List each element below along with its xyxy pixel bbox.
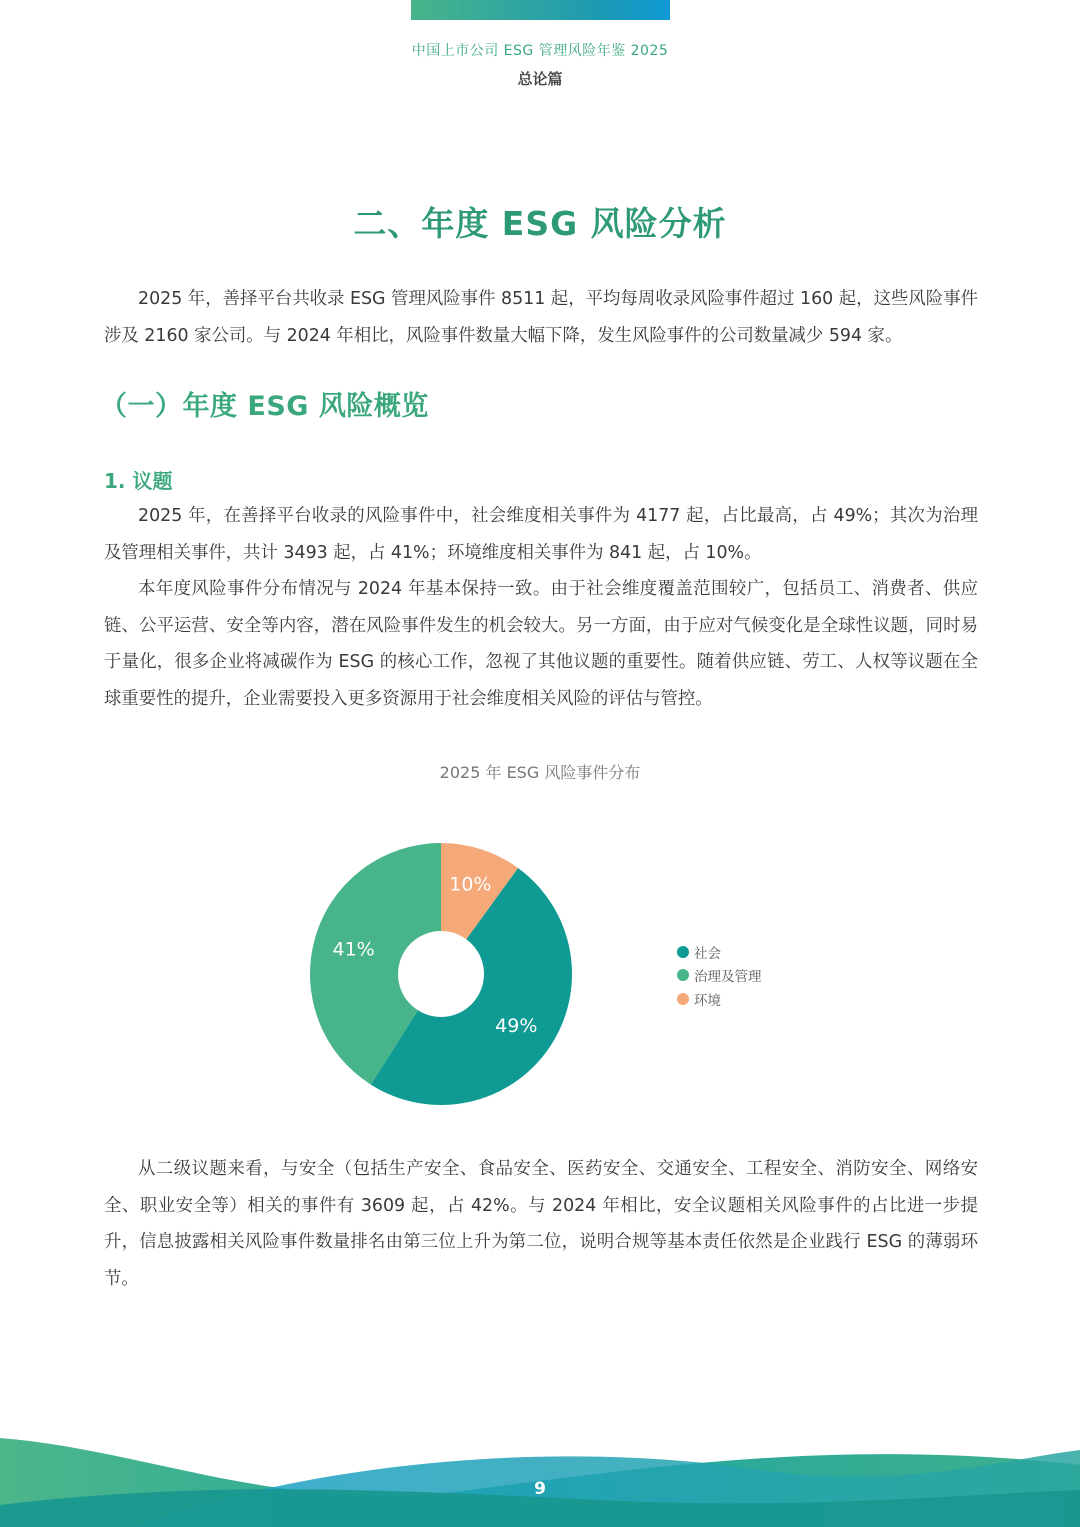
- legend-label-social: 社会: [694, 945, 721, 962]
- section-title: 二、年度 ESG 风险分析: [353, 204, 727, 243]
- pie-label-environment: 10%: [449, 873, 492, 896]
- topic-heading: 1. 议题: [104, 469, 173, 493]
- legend-item-governance: [677, 964, 762, 988]
- legend-label-environment: 环境: [694, 992, 721, 1009]
- pie-label-governance: 41%: [332, 938, 375, 961]
- chapter-label: 总论篇: [517, 70, 563, 88]
- publication-title: 中国上市公司 ESG 管理风险年鉴 2025: [411, 43, 669, 59]
- subsection-title: （一）年度 ESG 风险概览: [100, 391, 429, 422]
- legend-swatch-governance: [677, 969, 689, 981]
- pie-label-social: 49%: [495, 1015, 538, 1038]
- donut-chart: [300, 830, 590, 1120]
- legend-swatch-social: [677, 946, 689, 958]
- topic-paragraph-3: 从二级议题来看，与安全（包括生产安全、食品安全、医药安全、交通安全、工程安全、消防安全、网络安全、职业安全等）相关的事件有 3609 起，占 42%。与 2024 年相比，安全议题相关风险事件的占比进一步提升，信息披露相关风险事件数量排名由第三位上升为第二位，说明合规等基本责任依然是企业践行 ESG 的薄弱环节。: [104, 1159, 978, 1289]
- intro-paragraph: 2025 年，善择平台共收录 ESG 管理风险事件 8511 起，平均每周收录风险事件超过 160 起，这些风险事件涉及 2160 家公司。与 2024 年相比，风险事件数量大幅下降，发生风险事件的公司数量减少 594 家。: [104, 289, 978, 346]
- legend-item-environment: [677, 987, 762, 1011]
- topic-paragraph-2: 本年度风险事件分布情况与 2024 年基本保持一致。由于社会维度覆盖范围较广，包括员工、消费者、供应链、公平运营、安全等内容，潜在风险事件发生的机会较大。另一方面，由于应对气候变化是全球性议题，同时易于量化，很多企业将减碳作为 ESG 的核心工作，忽视了其他议题的重要性。随着供应链、劳工、人权等议题在全球重要性的提升，企业需要投入更多资源用于社会维度相关风险的评估与管控。: [104, 579, 978, 709]
- topic-paragraph-1: 2025 年，在善择平台收录的风险事件中，社会维度相关事件为 4177 起，占比最高，占 49%；其次为治理及管理相关事件，共计 3493 起，占 41%；环境维度相关事件为 841 起，占 10%。: [104, 506, 978, 563]
- footer-wave: [0, 1420, 1080, 1527]
- chart-legend: [677, 940, 762, 1011]
- legend-swatch-environment: [677, 993, 689, 1005]
- page-number: 9: [534, 1479, 546, 1499]
- header-accent-bar: [411, 0, 670, 20]
- chart-title: 2025 年 ESG 风险事件分布: [439, 763, 641, 782]
- legend-item-social: [677, 940, 762, 964]
- legend-label-governance: 治理及管理: [694, 969, 762, 986]
